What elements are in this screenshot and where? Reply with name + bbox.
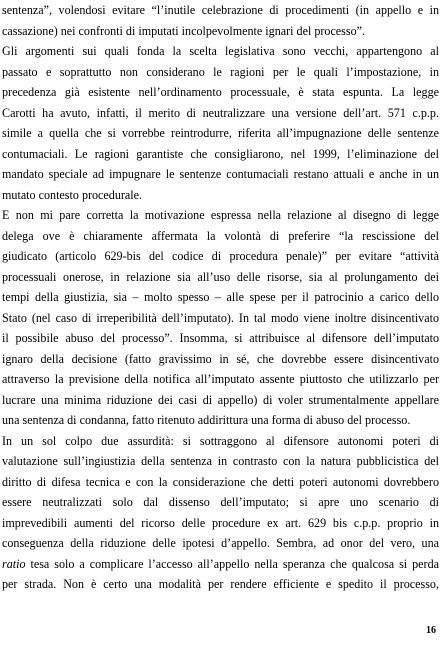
text-line: conseguenza della riduzione delle ipotesi d’appello. Sembra, ad onor del vero, una <box>2 536 439 550</box>
text-line: Carotti ha avuto, infatti, il merito di neutralizzare una versione dell’art. 571 c.p.p. <box>2 105 439 120</box>
text-line: In un sol colpo due assurdità: si sottraggono al difensore autonomi poteri di <box>2 433 439 448</box>
text-line: contumaciali. Le ragioni garantiste che consigliarono, nel 1999, l’eliminazione del <box>2 146 439 161</box>
text-line: E non mi pare corretta la motivazione espressa nella relazione al disegno di legge <box>2 208 439 222</box>
paragraph-3 <box>2 205 439 431</box>
paragraph-4 <box>2 431 439 595</box>
text-line: imprevedibili aumenti del ricorso delle procedure ex art. 629 bis c.p.p. proprio in <box>2 515 439 530</box>
text-line: tempi della giustizia, sia – molto spesso – alle spese per il patrocinio a carico dello <box>2 290 439 304</box>
text-line: valutazione sull’ingiustizia della sentenza in contrasto con la natura pubblicistica del <box>2 454 439 468</box>
text-line: giudicato (articolo 629-bis del codice di procedura penale)” per evitare “attività <box>2 249 439 263</box>
text-line: processuali onerose, in relazione sia all’uso delle risorse, sia al prolungamento dei <box>2 269 439 284</box>
text-line: per strada. Non è certo una modalità per rendere efficiente e spedito il processo, <box>2 577 439 591</box>
text-line: una sentenza di condanna, fatto ritenuto addirittura una forma di abuso del processo. <box>2 413 411 427</box>
text-line: mutato contesto procedurale. <box>2 187 143 202</box>
text-line: mandato speciale ad impugnare le sentenze contumaciali restano attuali e anche in un <box>2 167 439 181</box>
text-line: sentenza”, volendosi evitare “l’inutile celebrazione di procedimenti (in appello e in <box>2 3 439 17</box>
page-number: 16 <box>426 625 436 636</box>
text-line: ignaro della decisione (fatto gravissimo in sé, che dovrebbe essere disincentivato <box>2 351 439 366</box>
text-line: delega ove è chiaramente affermata la volontà di preferire “la rescissione del <box>2 228 439 243</box>
text-line: diritto di difesa tecnica e con la considerazione che detti poteri autonomi dovrebbero <box>2 474 439 489</box>
text-line: il possibile abuso del processo”. Insomma, si attribuisce al difensore dell’imputato <box>2 331 439 345</box>
paragraph-2 <box>2 41 439 205</box>
italic-word: ratio <box>2 556 26 571</box>
text-line: precedenza già esistente nell’ordinamento processuale, è stata espunta. La legge <box>2 85 439 99</box>
text-line: simile a quella che si vorrebbe reintrodurre, riferita all’impugnazione delle sentenze <box>2 126 439 140</box>
text-line: Stato (nel caso di irreperibilità dell’imputato). In tal modo viene inoltre disincentivato <box>2 310 439 325</box>
text-line: essere neutralizzati solo dal dissenso dell’imputato; si apre uno scenario di <box>2 495 439 509</box>
text-line: attraverso la previsione della notifica all’imputato assente piuttosto che utilizzarlo per <box>2 372 439 386</box>
document-page <box>2 0 439 595</box>
paragraph-1 <box>2 0 439 41</box>
text-line: lucrare una minima riduzione dei casi di appello) di voler strumentalmente appellare <box>2 392 439 407</box>
text-line: cassazione) nei confronti di imputati incolpevolmente ignari del processo”. <box>2 23 366 38</box>
text-line: passato e soprattutto non considerano le ragioni per le quali l’impostazione, in <box>2 64 439 79</box>
text-line-ratio: ratio tesa solo a complicare l’accesso all’appello nella speranza che qualcosa si perda <box>2 556 439 571</box>
text-line: Gli argomenti sui quali fonda la scelta legislativa sono vecchi, appartengono al <box>2 44 439 58</box>
